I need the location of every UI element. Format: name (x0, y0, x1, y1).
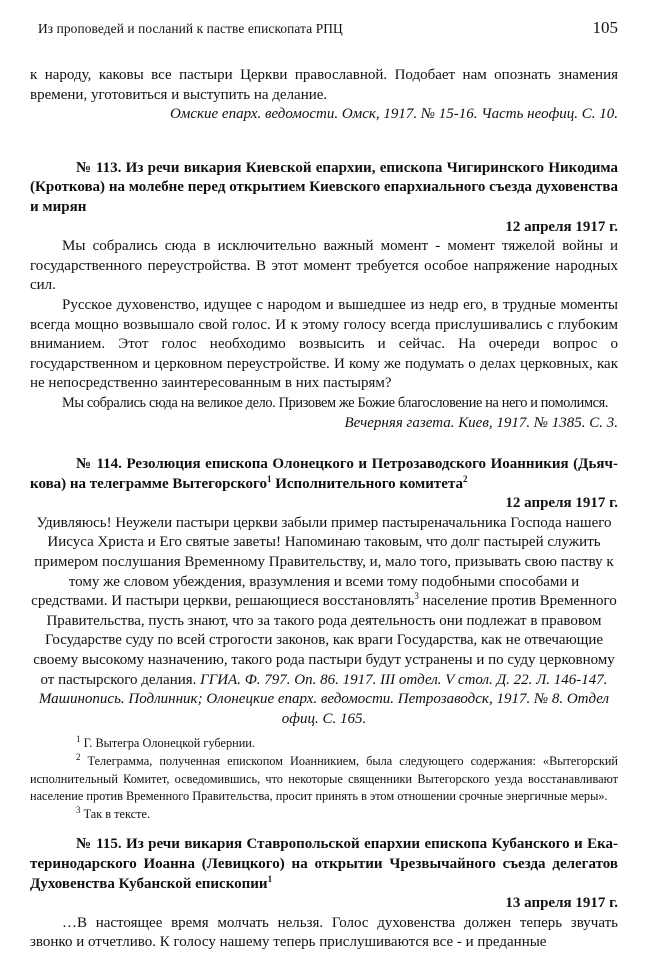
footnote-3-text: Так в тексте. (80, 806, 151, 821)
document-113-title: № 113. Из речи викария Киевской епархии, епископа Чигиринского Никодима (Кроткова) на молебне перед открытием Киевского епархиального съезда духовенства и мирян (30, 159, 618, 215)
footnote-1-mark: 1 (76, 734, 81, 745)
document-113-paragraph-3: Мы собрались сюда на великое дело. Призовем же Божие благословение на него и помолимся. (62, 394, 609, 411)
document-115 (30, 835, 618, 953)
resolution-text-part-a: Удивляюсь! Неужели пастыри церкви забыли пример пастыреначальника Господа нашего Иисуса Христа и Его святые заветы! Напоминаю таковым, что долг пастырей служить примером послушания Временному Правительству, и, мало того, призывать свою паству к тому же словом убеждения, вразумления и всеми тому подобными способами и средствами. И пастыри церкви, решающиеся восстановлять (31, 514, 614, 610)
document-114 (30, 455, 618, 823)
document-113-paragraph-1: Мы собрались сюда в исключительно важный момент - момент тяжелой войны и государственного переустройства. В этот момент требуется особое напряжение народных сил. (30, 238, 618, 294)
footnote-ref-1b: 1 (267, 873, 273, 884)
document-114-title (30, 455, 618, 494)
document-113-date: 12 апреля 1917 г. (505, 218, 618, 235)
footnote-2-mark: 2 (76, 751, 81, 762)
carryover-source: Омские епарх. ведомости. Омск, 1917. № 15-16. Часть неофиц. С. 10. (169, 106, 618, 123)
footnote-ref-1: 1 (266, 473, 272, 484)
running-head (38, 18, 618, 38)
footnote-3-mark: 3 (76, 804, 81, 815)
footnote-1 (30, 735, 618, 753)
document-114-title-part-b: Исполнительного комитета (271, 475, 463, 492)
carryover-paragraph: к народу, каковы все пастыри Церкви православной. Подобает нам опознать знамения времени, уготовиться и выступить на делание. (30, 67, 618, 103)
resolution-text-part-b: население против Временного Правительства, пусть знают, что за такого рода деятельность они подлежат в правовом Государстве суду по всей строгости законов, как враги Государства, как не отвечающие своему высокому назначению, такого рода пастыри будут устранены и по суду церковному от пастырского делания. (33, 593, 617, 688)
document-113 (30, 159, 618, 433)
document-114-title-part-a: № 114. Резолюция епископа Олонецкого и Петрозаводского Иоанникия (Дьяч-кова) на телеграмме Вытегорского (30, 456, 618, 492)
document-114-date: 12 апреля 1917 г. (505, 495, 618, 512)
footnote-1-text: Г. Вытегра Олонецкой губернии. (80, 736, 255, 751)
footnote-3 (30, 806, 618, 824)
document-115-title-text: № 115. Из речи викария Ставропольской епархии епископа Кубанского и Ека-теринодарского Иоанна (Левицкого) на открытии Чрезвычайного съезда делегатов Духовенства Кубанской епископии (30, 836, 618, 892)
footnote-2 (30, 753, 618, 806)
running-title: Из проповедей и посланий к пастве епископата РПЦ (38, 21, 343, 36)
document-115-date: 13 апреля 1917 г. (505, 895, 618, 912)
document-113-source: Вечерняя газета. Киев, 1917. № 1385. С. 3. (344, 414, 618, 431)
footnote-2-text: Телеграмма, полученная епископом Иоанникием, была следующего содержания: «Вытегорский исполнительный Комитет, осведомившись, что некоторые священники Вытегорского уезда восстанавливают население против Временного Правительства, просит принять в этом отношении срочные энергичные меры». (30, 754, 618, 804)
document-113-paragraph-2: Русское духовенство, идущее с народом и вышедшее из недр его, в трудные моменты всегда мощно возвышало свой голос. И к этому голосу всегда прислушивались с глубоким вниманием. Этот голос необходимо возвысить и сейчас. На очереди вопрос о государственном и церковном переустройстве. И кому же подумать о делах церковных, как не непосредственно заинтересованным в них пастырям? (30, 296, 618, 392)
footnote-ref-2: 2 (463, 473, 468, 484)
footnote-ref-3: 3 (414, 591, 419, 602)
document-114-resolution (30, 514, 618, 730)
document-114-source: ГГИА. Ф. 797. Оп. 86. 1917. III отдел. V стол. Д. 22. Л. 146-147. Машинопись. Подлинник; Олонецкие епарх. ведомости. Петрозаводск, 1917. № 8. Отдел офиц. С. 165. (38, 671, 610, 727)
document-115-paragraph: …В настоящее время молчать нельзя. Голос духовенства должен теперь звучать звонко и отчетливо. К голосу нашему теперь прислушиваются все - и преданные (30, 914, 618, 951)
page-content (30, 66, 618, 953)
document-115-title (30, 835, 618, 894)
page-number: 105 (592, 18, 618, 37)
